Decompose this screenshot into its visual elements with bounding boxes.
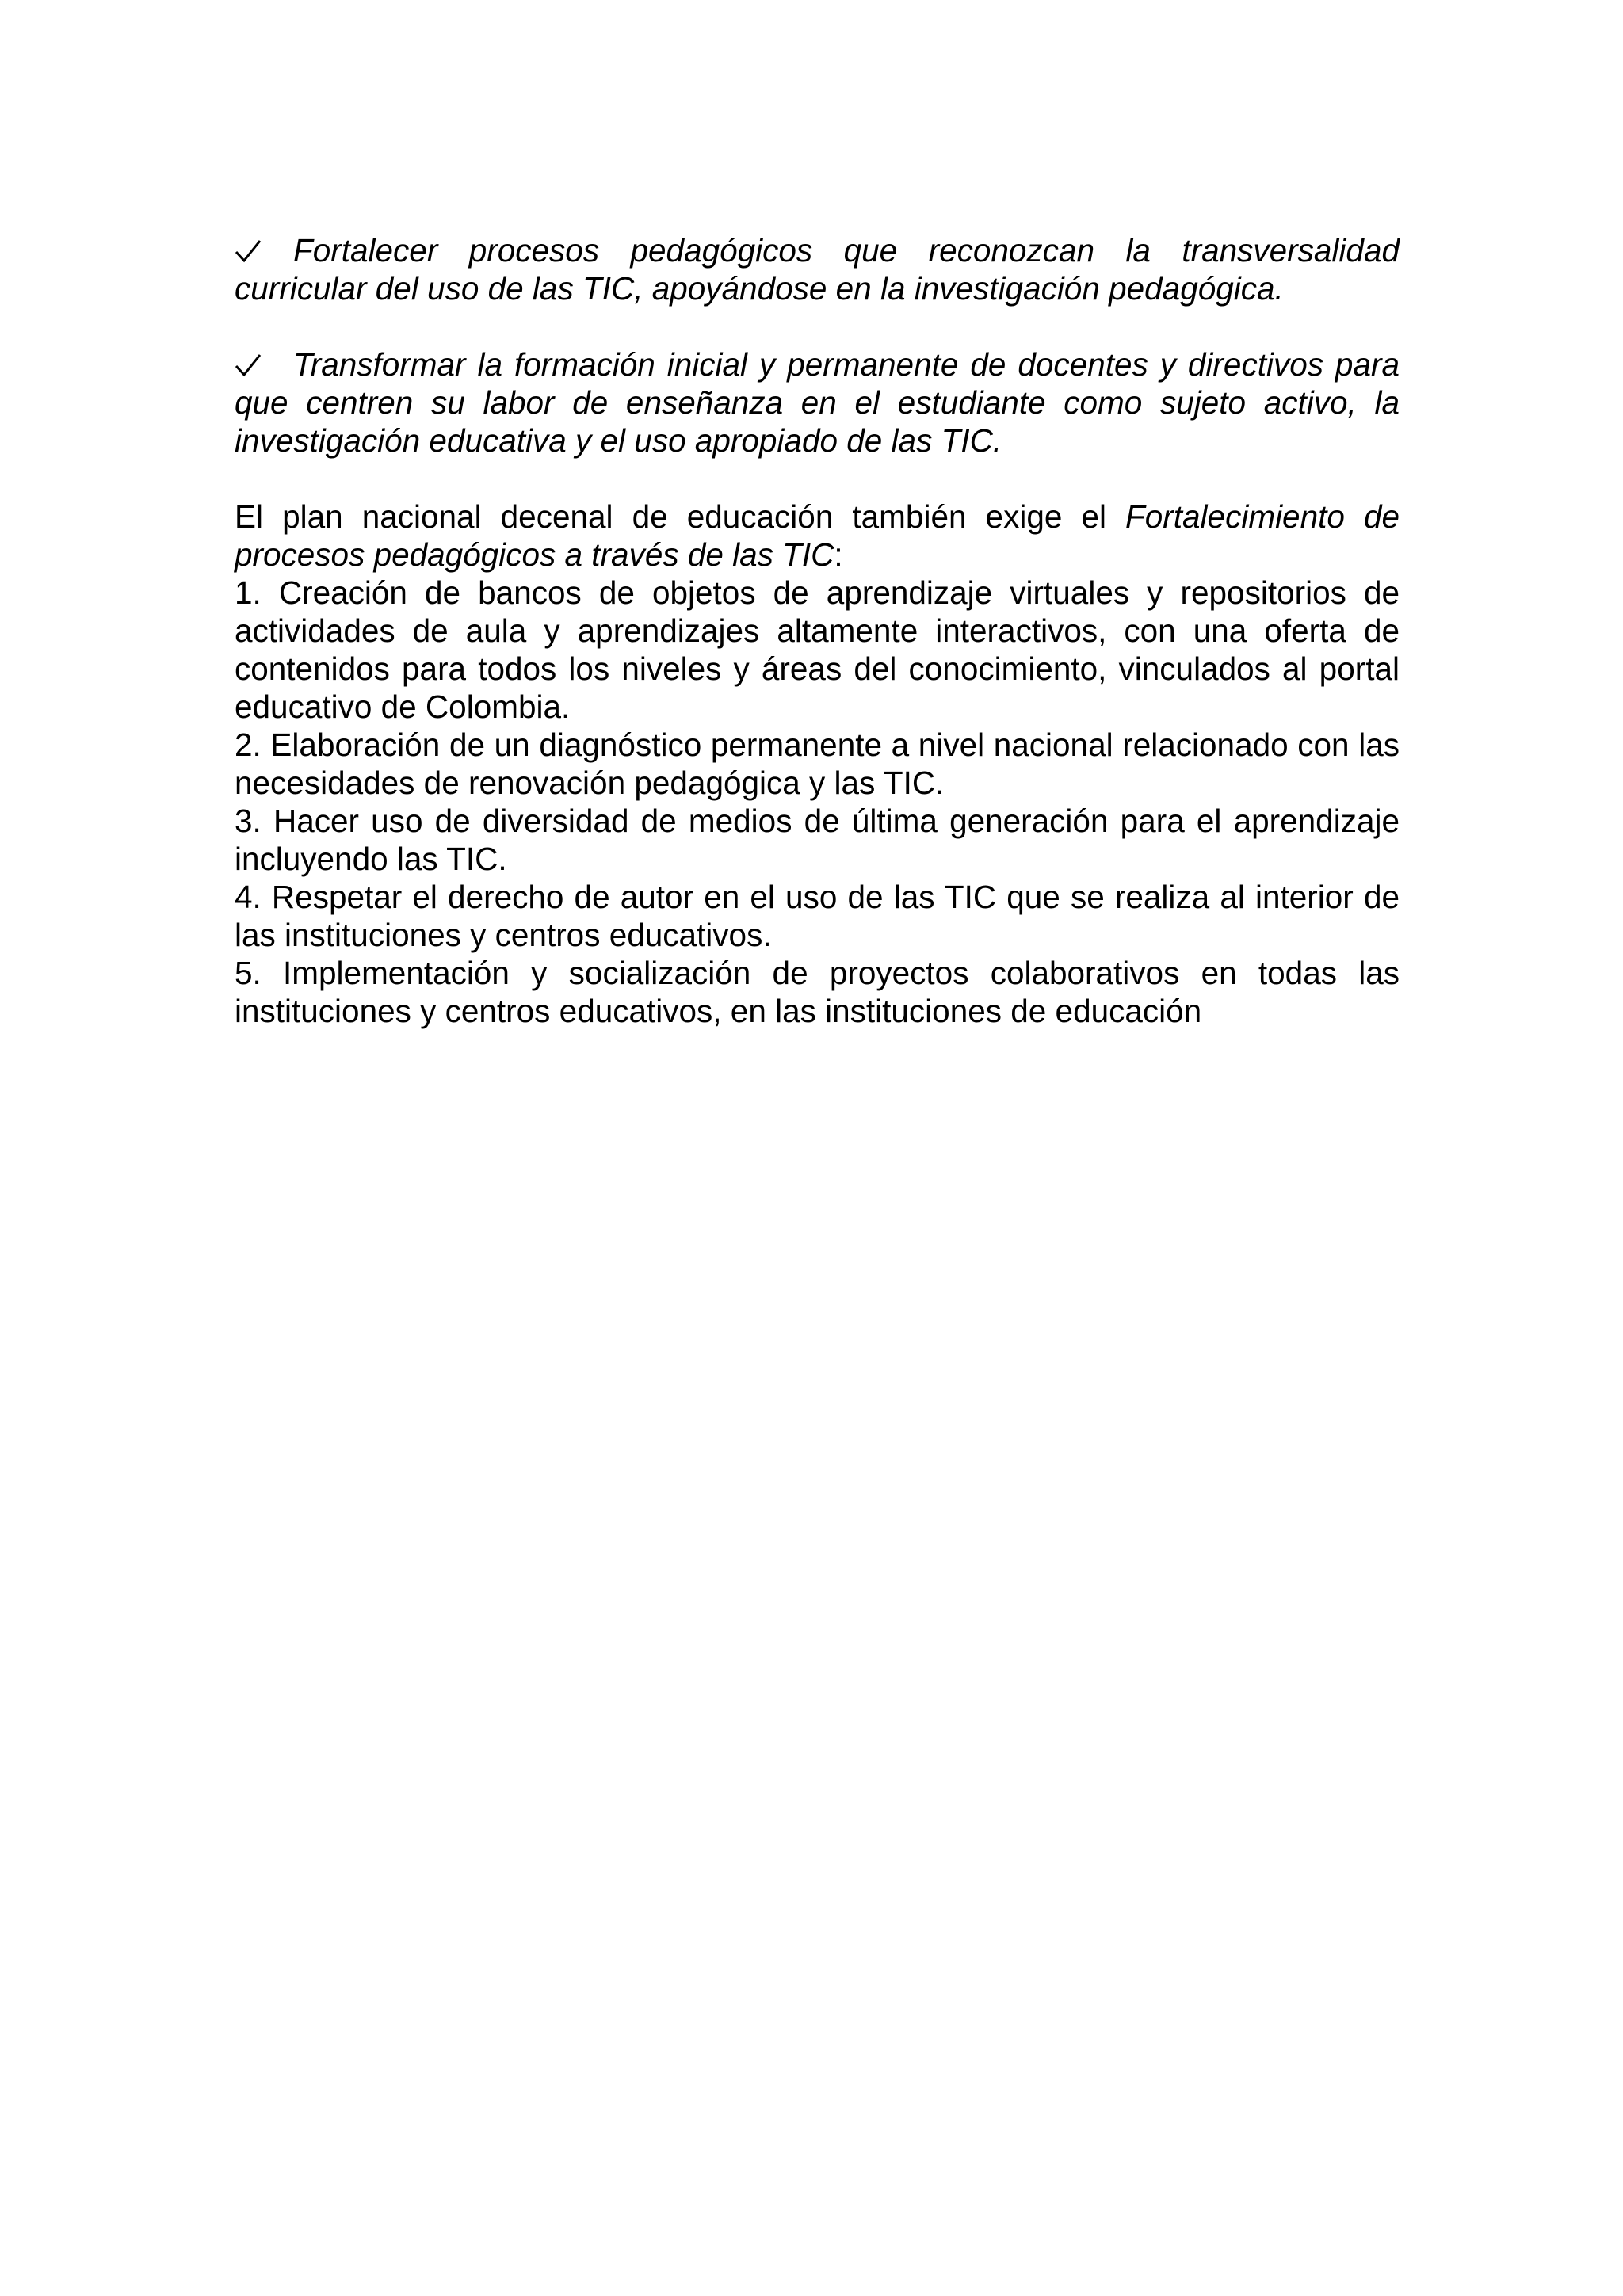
list-item: 1. Creación de bancos de objetos de aprendizaje virtuales y repositorios de actividades de aula y aprendizajes altamente interactivos, con una oferta de contenidos para todos los niveles y áreas del conocimiento, vinculados al portal educativo de Colombia. (235, 574, 1400, 725)
bullet-text: Fortalecer procesos pedagógicos que reconozcan la transversalidad curricular del uso de las TIC, apoyándose en la investigación pedagógica. (235, 232, 1400, 307)
list-item: 3. Hacer uso de diversidad de medios de última generación para el aprendizaje incluyendo las TIC. (235, 803, 1400, 877)
intro-text: El plan nacional decenal de educación también exige el (235, 498, 1126, 535)
document-page (235, 231, 1400, 1030)
list-item: 5. Implementación y socialización de proyectos colaborativos en todas las instituciones y centros educativos, en las instituciones de educación (235, 955, 1400, 1029)
checkmark-icon (235, 353, 262, 377)
bullet-text: Transformar la formación inicial y permanente de docentes y directivos para que centren su labor de enseñanza en el estudiante como sujeto activo, la investigación educativa y el uso apropiado de las TIC. (235, 346, 1400, 459)
list-item: 2. Elaboración de un diagnóstico permanente a nivel nacional relacionado con las necesidades de renovación pedagógica y las TIC. (235, 727, 1400, 801)
intro-suffix: : (834, 536, 843, 573)
list-item: 4. Respetar el derecho de autor en el uso de las TIC que se realiza al interior de las instituciones y centros educativos. (235, 879, 1400, 953)
intro-emphasis: Fortalecimiento de procesos pedagógicos a través de las TIC (235, 498, 1400, 573)
numbered-list (235, 574, 1400, 1030)
bullet-paragraph (235, 231, 1400, 307)
bullet-paragraph (235, 345, 1400, 460)
checkmark-icon (235, 239, 262, 263)
intro-paragraph (235, 498, 1400, 574)
